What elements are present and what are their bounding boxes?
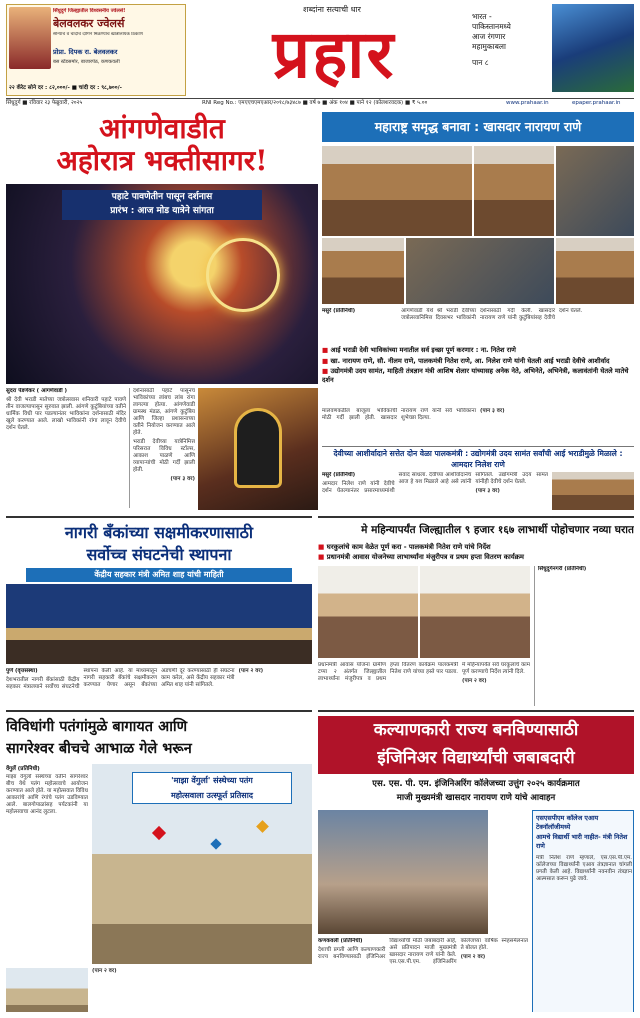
banks-dateline: पुणे (वृत्तसंस्था) [6, 668, 38, 674]
kites-headline-1: विविधांगी पतंगांमुळे बागायत आणि [6, 719, 188, 735]
ad-owner: प्रोप्रा. दिपक रा. बेलवलकर [53, 48, 118, 56]
newspaper-logo: प्रहार [272, 15, 396, 93]
dateline: सिंधुदुर्ग ■ रविवार २३ फेब्रुवारी, २०२५ [6, 100, 83, 106]
ad-address: बस स्टँडसमोर, बाजारपेठ, कणकवली [53, 59, 120, 65]
promo-line-2: पाकिस्तानमध्ये [472, 22, 511, 31]
ad-model-photo [9, 7, 51, 69]
engineers-photo [318, 810, 488, 934]
headline-line-2: अहोरात्र भक्तीसागर! [56, 144, 268, 177]
deity-photo [198, 388, 318, 510]
housing-body [318, 662, 530, 706]
housing-photo-2 [420, 566, 530, 658]
samruddha-points [322, 346, 634, 406]
ad-tagline: सिंधुदुर्ग जिल्ह्यातील विश्वसनीय ज्वेलर्स! [53, 8, 126, 14]
samruddha-body-1: आंगणेवाडी येथे श्री भराडी देवीच्या जत्रोत्सवानिमित्त दिवसभर भाविकांनी दर्शनासाठी गर्दी केली. खासदार नारायण राणे यांनी कुटुंबियांसह देवीचे दर्शन घेतले. [401, 308, 583, 321]
samant-body [322, 472, 548, 510]
body-paragraph-3: भराडी देवीच्या यात्रेनिमित्त परिसरात विविध स्टॉल्स, आकाश पाळणे आणि व्यापाऱ्यांची मोठी गर्दी झाली होती. [133, 439, 195, 473]
epaper-link[interactable]: epaper.prahaar.in [572, 100, 621, 106]
samruddha-headline: महाराष्ट्र समृद्ध बनावा : खासदार नारायण राणे [322, 112, 634, 142]
photo-caption-2: प्रारंभ : आज मोड यात्रेने सांगता [110, 206, 214, 216]
story-banks [6, 516, 312, 706]
banks-subhead: केंद्रीय सहकार मंत्री अमित शाह यांची माहिती [26, 568, 292, 582]
tagline: शब्दांना सत्याची धार [303, 5, 361, 14]
point-2: ■ खा. नारायण राणे, सौ. नीलम राणे, पालकमंत्री नितेश राणे, आ. निलेश राणे यांनी घेतली आई भराडी देवीचे आशीर्वाद [322, 357, 634, 366]
kites-photo-title-2: महोत्सवाला उत्स्फूर्त प्रतिसाद [170, 791, 254, 800]
story-anganewadi-body-2 [129, 388, 195, 508]
samruddha-body-2: मालवणकडील बाजूला भाविकांची मोठी गर्दी झाली होती. खासदार नारायण राणे यांनी सर्व भाविकांना शुभेच्छा दिल्या. [322, 408, 476, 421]
rane-darshan-photo-1 [322, 146, 472, 236]
kites-headline-2: सागरेश्वर बीचचे आभाळ गेले भरून [6, 741, 192, 757]
kites-dateline: वेंगुर्ले (प्रतिनिधी) [6, 766, 40, 772]
engineers-body-text: देशाची प्रगती आणि कल्याणकारी राज्य बनविण्यासाठी इंजिनिअर विद्यार्थ्यांची मोठी जबाबदारी आहे, असे प्रतिपादन माजी मुख्यमंत्री खासदार नारायण राणे यांनी केले. एस.एस.पी.एम. इंजिनिअरिंग कॉलेजच्या वार्षिक स्नेहसंमेलनात ते बोलत होते. [318, 938, 528, 965]
continued-note: (पान ३ वर) [170, 476, 195, 482]
engineers-dateline: कणकवली (प्रतिनिधी) [318, 938, 363, 944]
ad-brand: बेलवलकर ज्वेलर्स [53, 17, 125, 30]
banks-body [6, 668, 312, 706]
engineers-side-box [532, 810, 634, 1012]
kites-photo-title-box [132, 772, 292, 804]
housing-point-2: ■ प्रधानमंत्री आवास योजनेच्या लाभार्थ्यांना मंजुरीपत्र व प्रथम हप्ता वितरण कार्यक्रम [318, 552, 634, 562]
story-anganewadi [6, 112, 318, 510]
housing-headline: मे महिन्यापर्यंत जिल्ह्यातील ९ हजार १६७ लाभार्थी पोहोचणार नव्या घरात [361, 524, 634, 536]
rane-darshan-photo-6 [556, 238, 634, 304]
banks-headline-1: नागरी बँकांच्या सक्षमीकरणासाठी [64, 523, 254, 542]
banks-continued: (पान २ वर) [238, 668, 264, 674]
rane-darshan-photo-3 [556, 146, 634, 236]
promo-line-1: भारत - [472, 12, 492, 21]
headline-line-1: आंगणेवाडीत [99, 112, 225, 145]
kites-continued: (पान २ वर) [92, 968, 117, 974]
kites-photo-title-1: 'माझा वेंगुर्ला' संस्थेच्या पतंग [171, 776, 253, 785]
banks-headline-2: सर्वोच्च संघटनेची स्थापना [86, 545, 232, 564]
promo-line-3: आज रंगणार [472, 32, 506, 41]
rane-darshan-photo-2 [474, 146, 554, 236]
kite-1 [152, 826, 166, 840]
fair-night-photo [6, 184, 318, 384]
photo-caption-1: पहाटे पावणेतीन पासून दर्शनास [111, 192, 213, 202]
promo-text [472, 12, 552, 68]
deity-idol-shape [234, 408, 282, 488]
promo-box [472, 4, 634, 96]
photo-caption-box [62, 190, 262, 220]
story-samruddha [322, 112, 634, 510]
promo-line-4: महामुकाबला [472, 42, 506, 51]
ferris-wheel-shape [206, 238, 280, 312]
kites-body-bottom [92, 968, 312, 1012]
samant-body-text: आमदार निलेश राणे यांनी देवीचे दर्शन घेतल्यानंतर प्रसारमाध्यमांशी संवाद साधला. देवीच्या आशीर्वादानेच आज हे यश मिळाले आहे असे त्यांनी सांगितले. उद्योगमंत्री उदय सामंत यांनीही देवीचे दर्शन घेतले. [322, 472, 548, 494]
engineers-body [318, 938, 528, 1012]
masthead [0, 0, 640, 108]
samant-photo [552, 472, 634, 510]
story-anganewadi-body [6, 388, 126, 508]
story-housing [318, 516, 634, 706]
kite-3 [256, 820, 269, 833]
samruddha-dateline: मसुरे (प्रतिनिधी) [322, 308, 356, 314]
engineers-subhead-2: माजी मुख्यमंत्री खासदार नारायण राणे यांचे आवाहन [396, 793, 556, 803]
point-3: ■ उद्योगमंत्री उदय सामंत, माहिती तंत्रज्ञान मंत्री आशिष शेलार यांच्यासह अनेक नेते, अभिनेते, अभिनेत्री, कलावंतांनी घेतले मातेचे दर्शन [322, 367, 634, 384]
kite-2 [210, 838, 221, 849]
rane-darshan-photo-5 [406, 238, 554, 304]
engineers-subhead-1: एस. एस. पी. एम. इंजिनिअरिंग कॉलेजच्या उत्तुंग २०२५ कार्यक्रमात [372, 779, 580, 789]
side-box-title-1: एसएसपीएम कॉलेज एआय टेक्नॉलॉजीमध्ये [536, 814, 599, 831]
point-1: ■ आई भराडी देवी भाविकांच्या मनातील सर्व इच्छा पूर्ण करणार : ना. नितेश राणे [322, 346, 634, 355]
body-paragraph-2: दर्शनासाठी पहाटे पासूनच भाविकांच्या लांबच लांब रांगा लागल्या होत्या. आंगणेवाडी ग्रामस्थ मंडळ, आंगणे कुटुंबिय आणि जिल्हा प्रशासनाच्या वतीने नियोजन करण्यात आले होते. [133, 388, 195, 436]
promo-cricket-photo [552, 4, 634, 92]
side-box-body: मंत्री नितेश राणे म्हणाले, एस.एस.पी.एम. कॉलेजच्या विद्यार्थ्यांनी एआय तंत्रज्ञानात चांगली प्रगती केली आहे. विद्यार्थ्यांनी नवनवीन तंत्रज्ञान आत्मसात करून पुढे जावे. [536, 855, 632, 882]
housing-body-text: प्रधानमंत्री आवास योजना ग्रामीण टप्पा २ अंतर्गत जिल्ह्यातील लाभार्थ्यांना मंजुरीपत्र व प्रथम हप्ता वितरण कार्यक्रम पालकमंत्री नितेश राणे यांच्या हस्ते पार पडला. मे महिन्यापर्यंत सर्व घरकुलांचे काम पूर्ण करण्याचे निर्देश त्यांनी दिले. [318, 662, 530, 682]
kites-body-text: माझा वेंगुर्ला संस्थेच्या वतीने सागरेश्वर बीच येथे पतंग महोत्सवाचे आयोजन करण्यात आले होते. या महोत्सवात विविध आकारांचे आणि रंगांचे पतंग उडविण्यात आले. बालगोपाळांसह पर्यटकांनी या महोत्सवाचा आनंद लुटला. [6, 774, 88, 815]
banks-body-text: देशभरातील नागरी बँकांसाठी केंद्रीय सहकार मंत्रालयाने सर्वोच्च संघटनेची स्थापना केली आहे. या माध्यमातून नागरी सहकारी बँकांचे सक्षमीकरण करण्यात येणार असून बँकांच्या अडचणी दूर करण्यासाठी ही संघटना काम करेल, असे केंद्रीय सहकार मंत्री अमित शाह यांनी सांगितले. [6, 668, 235, 690]
rni-info: RNI Reg No.: एमएएचएमएआर/२०१८/७३४८७ ■ वर्ष ७ ■ अंक १०४ ■ पाने १२ (कोलशरवदक) ■ ₹ ५.०० [202, 100, 428, 106]
side-box-title-2: आमचे विद्यार्थी भारी नाहीत- मंत्री नितेश राणे [536, 833, 628, 850]
body-paragraph-1: श्री देवी भराडी मातेच्या जत्रोत्सवास शनिवारी पहाटे पावणे तीन वाजल्यापासून सुरुवात झाली. आंगणे कुटुंबियांच्या वतीने धार्मिक विधी पार पडल्यानंतर भाविकांना दर्शनासाठी मंदिर खुले करण्यात आले. लाखो भाविकांनी रांगा लावून देवीचे दर्शन घेतले. [6, 397, 126, 431]
story-engineers [318, 710, 634, 1012]
story-kites [6, 710, 312, 1012]
samant-dateline: मसुरे (प्रतिनिधी) [322, 472, 356, 478]
housing-photo-1 [318, 566, 418, 658]
website-link[interactable]: www.prahaar.in [506, 100, 549, 106]
samruddha-body-cols [322, 408, 634, 442]
samant-headline: देवीच्या आशीर्वादाने सत्तेत दोन वेळा पालकमंत्री : उद्योगमंत्री उदय सामंत सर्वांची आई भराडीमुळे मिळाले : आमदार निलेश राणे [322, 446, 634, 470]
kites-beach-photo [92, 764, 312, 964]
housing-dateline: सिंधुदुर्गनगरी (प्रतिनिधी) [538, 566, 587, 572]
housing-points [318, 542, 634, 562]
samruddha-continued: (पान ३ वर) [480, 408, 505, 414]
housing-side-column [534, 566, 634, 706]
byline: सुंदरा पेडणेकर ( आंगणेवाडी ) [6, 388, 68, 394]
rane-darshan-photo-4 [322, 238, 404, 304]
housing-continued: (पान २ वर) [462, 678, 487, 684]
samruddha-intro [322, 308, 634, 344]
engineers-headline-box [318, 716, 634, 774]
kites-body [6, 774, 88, 964]
engineers-headline-2: इंजिनिअर विद्यार्थ्यांची जबाबदारी [377, 748, 575, 768]
samant-continued: (पान ३ वर) [475, 488, 500, 494]
promo-page: पान ८ [472, 58, 489, 67]
dateline-bar [6, 98, 634, 108]
ad-subtitle: सोन्याचे व चांदीचे दागिने मिळण्याचे खात्रीलायक ठिकाण [53, 32, 143, 37]
engineers-continued: (पान २ वर) [460, 954, 486, 960]
ad-rates: २२ कॅरेट सोने दर : ८२,०००/- ■ चांदी दर : ९८,७००/- [9, 85, 122, 91]
banks-event-photo [6, 584, 312, 664]
engineers-headline-1: कल्याणकारी राज्य बनविण्यासाठी [373, 720, 579, 740]
kites-photo-2 [6, 968, 88, 1012]
housing-point-1: ■ घरकुलांचे काम वेळेत पूर्ण करा - पालकमंत्री नितेश राणे यांचे निर्देश [318, 542, 634, 552]
jeweller-ad [6, 4, 186, 96]
